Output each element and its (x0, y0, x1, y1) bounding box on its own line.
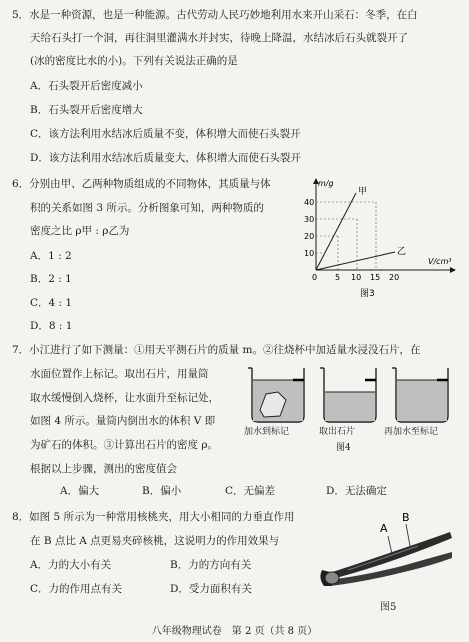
xtick-20: 20 (389, 273, 400, 282)
q5-option-d: D．该方法利用水结冰后质量变大，体积增大而使石头裂开 (30, 152, 301, 164)
xtick-10: 10 (351, 273, 362, 282)
figure4-label-3: 再加水至标记 (384, 427, 439, 437)
figure3-mass-volume-graph (300, 176, 460, 302)
figure4-caption: 图4 (336, 443, 351, 453)
ytick-40: 40 (304, 198, 315, 207)
q7-stem-line1: 7．小江进行了如下测量：①用天平测石片的质量 m。②往烧杯中加适量水浸没石片，在 (12, 344, 421, 356)
q7-stem-line2: 水面位置作上标记。取出石片，用量筒 (30, 368, 209, 380)
figure5-caption: 图5 (380, 602, 397, 613)
q7-stem-line6: 根据以上步骤，测出的密度值会 (30, 463, 177, 475)
line-yi (316, 252, 395, 270)
q8-option-c: C．力的作用点有关 (30, 583, 123, 595)
xtick-0: 0 (312, 273, 318, 282)
q8-option-a: A．力的大小有关 (30, 559, 112, 571)
line-jia (316, 193, 356, 270)
q7-stem-line3: 取水缓慢倒入烧杯，让水面升至标记处， (30, 392, 219, 404)
q7-option-d: D．无法确定 (326, 485, 387, 497)
q5-option-b: B．石头裂开后密度增大 (30, 104, 143, 116)
xtick-15: 15 (370, 273, 381, 282)
beaker-2 (320, 368, 376, 422)
graph-xlabel: V/cm³ (428, 257, 452, 266)
q6-stem-line2: 积的关系如图 3 所示。分析图象可知，两种物质的 (30, 202, 264, 214)
q6-stem-line1: 6．分别由甲、乙两种物质组成的不同物体，其质量与体 (12, 178, 271, 190)
graph-ylabel: m/g (318, 179, 334, 188)
q6-option-c: C．4 : 1 (30, 297, 73, 309)
q7-stem-line5: 为矿石的体积。③计算出石片的密度 ρ。 (30, 439, 219, 451)
q7-option-c: C．无偏差 (225, 485, 276, 497)
q7-option-b: B．偏小 (142, 485, 182, 497)
graph-label-yi: 乙 (397, 247, 407, 257)
q6-option-d: D．8 : 1 (30, 320, 73, 332)
ytick-20: 20 (304, 232, 315, 241)
q5-option-c: C．该方法利用水结冰后质量不变，体积增大而使石头裂开 (30, 128, 301, 140)
q5-stem-line2: 天给石头打一个洞，再往洞里灌满水并封实，待晚上降温，水结冰后石头就裂开了 (30, 32, 408, 44)
q5-stem-line1: 5．水是一种资源，也是一种能源。古代劳动人民巧妙地利用水来开山采石：冬季，在白 (12, 9, 418, 21)
q6-option-b: B．2 : 1 (30, 273, 72, 285)
beaker-3 (392, 368, 448, 422)
q7-stem-line4: 如图 4 所示。量筒内倒出水的体积 V 即 (30, 415, 216, 427)
graph-label-jia: 甲 (358, 187, 368, 197)
point-b-label: B (402, 511, 410, 524)
q5-option-a: A．石头裂开后密度减小 (30, 80, 143, 92)
figure4-label-2: 取出石片 (319, 427, 356, 437)
q7-option-a: A．偏大 (60, 485, 100, 497)
ytick-10: 10 (304, 249, 315, 258)
q6-option-a: A．1 : 2 (30, 250, 72, 262)
q6-stem-line3: 密度之比 ρ甲 : ρ乙为 (30, 225, 130, 237)
q8-option-b: B．力的方向有关 (170, 559, 252, 571)
page-footer: 八年级物理试卷 第 2 页（共 8 页） (151, 626, 318, 637)
q8-option-d: D．受力面积有关 (170, 583, 252, 595)
ytick-30: 30 (304, 215, 315, 224)
point-a-label: A (380, 522, 388, 535)
q8-stem-line2: 在 B 点比 A 点更易夹碎核桃，这说明力的作用效果与 (30, 535, 280, 547)
beaker-1 (248, 368, 304, 422)
figure3-caption: 图3 (360, 289, 375, 299)
q5-stem-line3: (冰的密度比水的小)。下列有关说法正确的是 (30, 55, 238, 67)
xtick-5: 5 (335, 273, 341, 282)
figure5-nutcracker (318, 508, 464, 612)
q8-stem-line1: 8．如图 5 所示为一种常用核桃夹，用大小相同的力垂直作用 (12, 511, 295, 523)
figure4-label-1: 加水到标记 (244, 427, 290, 437)
